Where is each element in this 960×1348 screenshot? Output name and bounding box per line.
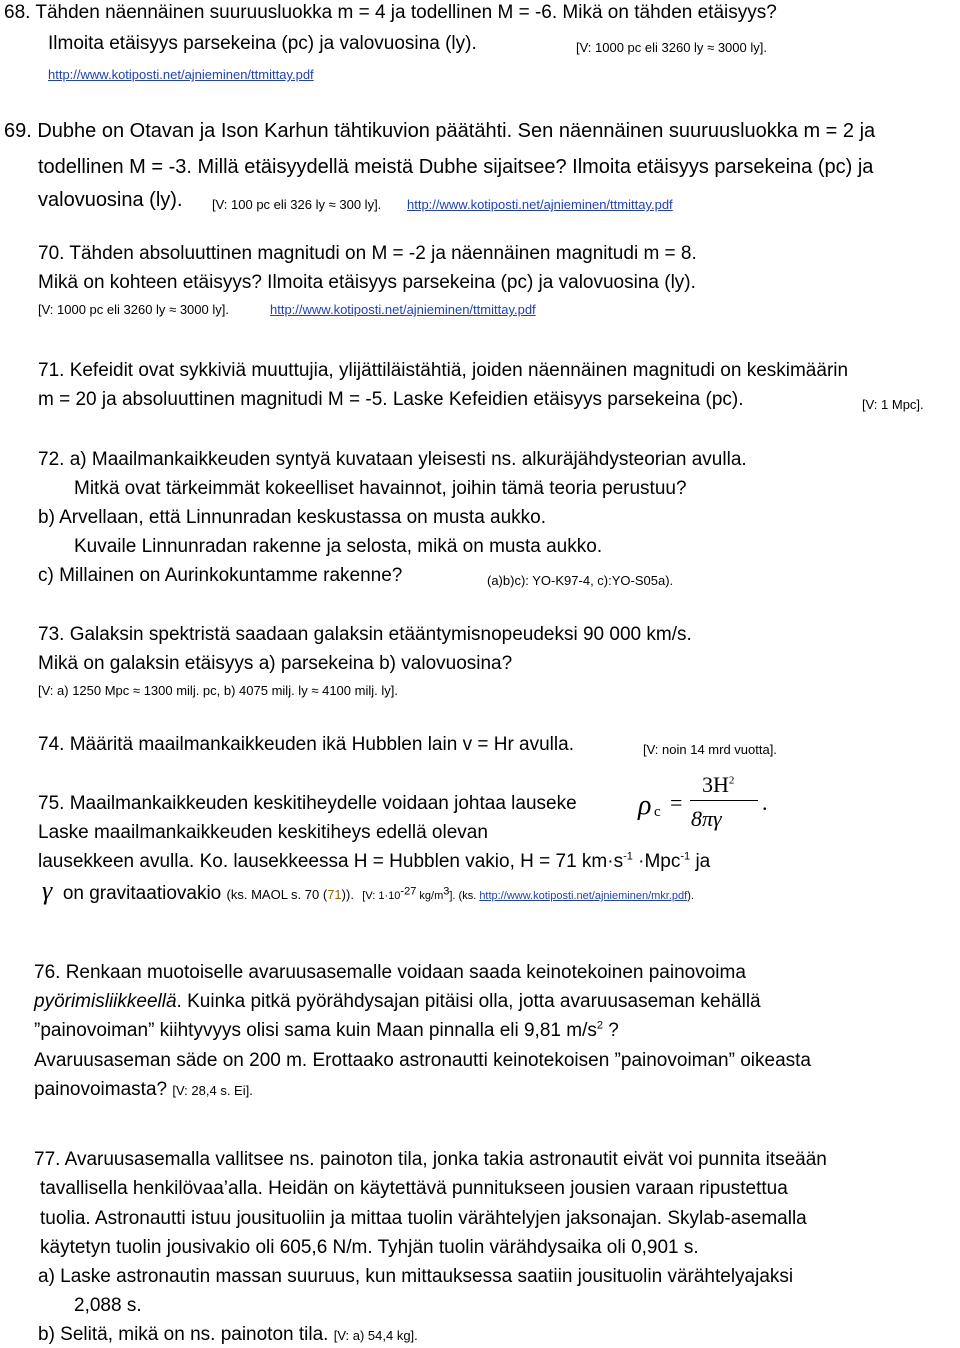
answer-part: 3000 ly]. [717,40,767,55]
problem-68-line-1: 68. Tähden näennäinen suuruusluokka m = 4 ja todellinen M = -6. Mikä on tähden etäisyys? [4,2,777,23]
dot-symbol: · [638,851,645,872]
problem-72-line-5: c) Millainen on Aurinkokuntamme rakenne? [38,565,403,586]
problem-77-line-5: a) Laske astronautin massan suuruus, kun mittauksessa saatiin jousituolin värähtelyajaksi [38,1266,794,1287]
text-part: ”painovoiman” kiihtyvyys olisi sama kuin Maan pinnalla eli 9,81 m/s [34,1020,597,1041]
problem-75-link[interactable]: http://www.kotiposti.net/ajnieminen/mkr.pdf [479,890,688,902]
problem-69-answer [212,194,381,216]
problem-72-line-4: Kuvaile Linnunradan rakenne ja selosta, mikä on musta aukko. [74,536,603,557]
fraction-bar [690,800,758,801]
problem-70-line-1: 70. Tähden absoluuttinen magnitudi on M = -2 ja näennäinen magnitudi m = 8. [38,243,697,264]
approx-symbol: ≈ [169,302,177,317]
formula-denominator: 8πγ [691,806,722,831]
text-part: ja [695,851,711,872]
problem-69-line-2: todellinen M = -3. Millä etäisyydellä meistä Dubhe sijaitsee? Ilmoita etäisyys parsekeina (pc) ja [38,156,874,178]
text-part: ? [602,1020,619,1041]
dot-symbol: · [607,851,614,872]
formula-rho: ρ [638,790,652,821]
exponent: 3 [443,885,450,898]
text-part: s [613,851,624,872]
problem-75-line-3 [38,851,710,873]
text-part: lausekkeen avulla. Ko. lausekkeessa H = Hubblen vakio, H = 71 km [38,851,608,872]
problem-77-line-7 [38,1324,418,1347]
problem-72-line-2: Mitkä ovat tärkeimmät kokeelliset havainnot, joihin tämä teoria perustuu? [74,478,687,499]
answer-part: 4100 milj. ly]. [322,683,398,698]
problem-72-reference: (a)b)c): YO-K97-4, c):YO-S05a). [487,573,674,588]
problem-69-link[interactable]: http://www.kotiposti.net/ajnieminen/ttmittay.pdf [407,197,673,212]
problem-68-link[interactable]: http://www.kotiposti.net/ajnieminen/ttmittay.pdf [48,67,314,82]
problem-71-line-2: m = 20 ja absoluuttinen magnitudi M = -5. Laske Kefeidien etäisyys parsekeina (pc). [38,389,744,410]
problem-75-line-2: Laske maailmankaikkeuden keskitiheys edellä olevan [38,822,488,843]
formula-subscript: c [654,804,661,820]
problem-68-answer [576,37,767,59]
problem-77-line-3: tuolia. Astronautti istuu jousituoliin ja mittaa tuolin värähtelyjen jaksonajan. Skylab-asemalla [40,1208,807,1229]
problem-75-answer [359,885,694,902]
text-part: on gravitaatiovakio [62,883,222,904]
approx-symbol: ≈ [132,683,141,698]
answer-part: [V: a) 1250 Mpc [38,683,130,698]
problem-77-answer: [V: a) 54,4 kg]. [333,1328,418,1343]
formula-period: . [762,790,768,815]
problem-72-line-3: b) Arvellaan, että Linnunradan keskustassa on musta aukko. [38,507,547,528]
page-number: 71 [327,887,342,902]
answer-part: [V: 1 [362,890,385,902]
problem-72-line-1: 72. a) Maailmankaikkeuden syntyä kuvataan yleisesti ns. alkuräjähdysteorian avulla. [38,449,747,470]
dot-symbol: · [384,890,389,902]
problem-74-answer: [V: noin 14 mrd vuotta]. [643,742,777,757]
text-part: . Kuinka pitkä pyörähdysajan pitäisi olla, jotta avaruusaseman kehällä [176,991,761,1012]
exponent: 2 [596,1019,603,1032]
problem-69-line-3: valovuosina (ly). [38,189,183,211]
problem-70-answer [38,299,229,321]
problem-73-line-2: Mikä on galaksin etäisyys a) parsekeina b) valovuosina? [38,653,513,674]
answer-part: 3000 ly]. [179,302,229,317]
problem-73-line-1: 73. Galaksin spektristä saadaan galaksin etääntymisnopeudeksi 90 000 km/s. [38,624,692,645]
answer-part: kg/m [419,890,444,902]
problem-69-line-1: 69. Dubhe on Otavan ja Ison Karhun tähtikuvion päätähti. Sen näennäinen suuruusluokka m = 2 ja [4,120,876,142]
problem-75-line-1: 75. Maailmankaikkeuden keskitiheydelle voidaan johtaa lauseke [38,793,577,814]
numerator-exponent: 2 [728,774,735,787]
text-part: (ks. MAOL s. 70 ( [226,887,328,902]
answer-part: ]. (ks. [449,890,477,902]
problem-70-line-2: Mikä on kohteen etäisyys? Ilmoita etäisyys parsekeina (pc) ja valovuosina (ly). [38,272,696,293]
numerator-text: 3H [702,772,729,797]
problem-75-line-4 [42,876,694,907]
problem-71-line-1: 71. Kefeidit ovat sykkiviä muuttujia, ylijättiläistähtiä, joiden näennäinen magnitudi on keskimäärin [38,360,849,381]
answer-part: [V: 1000 pc eli 3260 ly [576,40,704,55]
text-part: b) Selitä, mikä on ns. painoton tila. [38,1324,329,1345]
approx-symbol: ≈ [328,197,336,212]
answer-part: ). [687,890,694,902]
problem-77-line-4: käytetyn tuolin jousivakio oli 605,6 N/m. Tyhjän tuolin värähdysaika oli 0,901 s. [40,1237,699,1258]
problem-77-line-2: tavallisella henkilövaa’alla. Heidän on käytettävä punnitukseen jousien varaan ripustettua [40,1178,788,1199]
answer-part: [V: 100 pc eli 326 ly [212,197,325,212]
problem-77-line-6: 2,088 s. [74,1295,142,1316]
problem-76-answer: [V: 28,4 s. Ei]. [172,1083,253,1098]
problem-76-line-2 [34,991,761,1013]
exponent: -1 [623,850,633,863]
answer-part: 10 [388,890,401,902]
problem-73-answer [38,680,398,702]
formula-numerator [702,772,734,798]
answer-part: 300 ly]. [339,197,382,212]
text-part: )). [341,887,354,902]
exponent: -1 [680,850,691,863]
text-part: painovoimasta? [34,1079,168,1100]
problem-76-line-4: Avaruusaseman säde on 200 m. Erottaako astronautti keinotekoisen ”painovoiman” oikeasta [34,1050,811,1071]
problem-68-line-2: Ilmoita etäisyys parsekeina (pc) ja valovuosina (ly). [48,33,477,54]
problem-76-line-5 [34,1079,253,1102]
formula-equals: = [670,790,683,815]
answer-part: 1300 milj. pc, b) 4075 milj. ly [143,683,308,698]
italic-term: pyörimisliikkeellä [34,991,177,1012]
answer-part: [V: 1000 pc eli 3260 ly [38,302,166,317]
problem-77-line-1: 77. Avaruusasemalla vallitsee ns. painoton tila, jonka takia astronautit eivät voi punnita itseään [34,1149,827,1170]
approx-symbol: ≈ [311,683,319,698]
approx-symbol: ≈ [707,40,715,55]
text-part: Mpc [644,851,681,872]
problem-74-line-1: 74. Määritä maailmankaikkeuden ikä Hubblen lain v = Hr avulla. [38,734,574,755]
problem-71-answer: [V: 1 Mpc]. [862,397,924,412]
problem-70-link[interactable]: http://www.kotiposti.net/ajnieminen/ttmittay.pdf [270,302,536,317]
gamma-symbol: γ [42,876,53,905]
exponent: -27 [400,885,417,898]
problem-76-line-1: 76. Renkaan muotoiselle avaruusasemalle voidaan saada keinotekoinen painovoima [34,962,746,983]
problem-76-line-3 [34,1020,619,1042]
